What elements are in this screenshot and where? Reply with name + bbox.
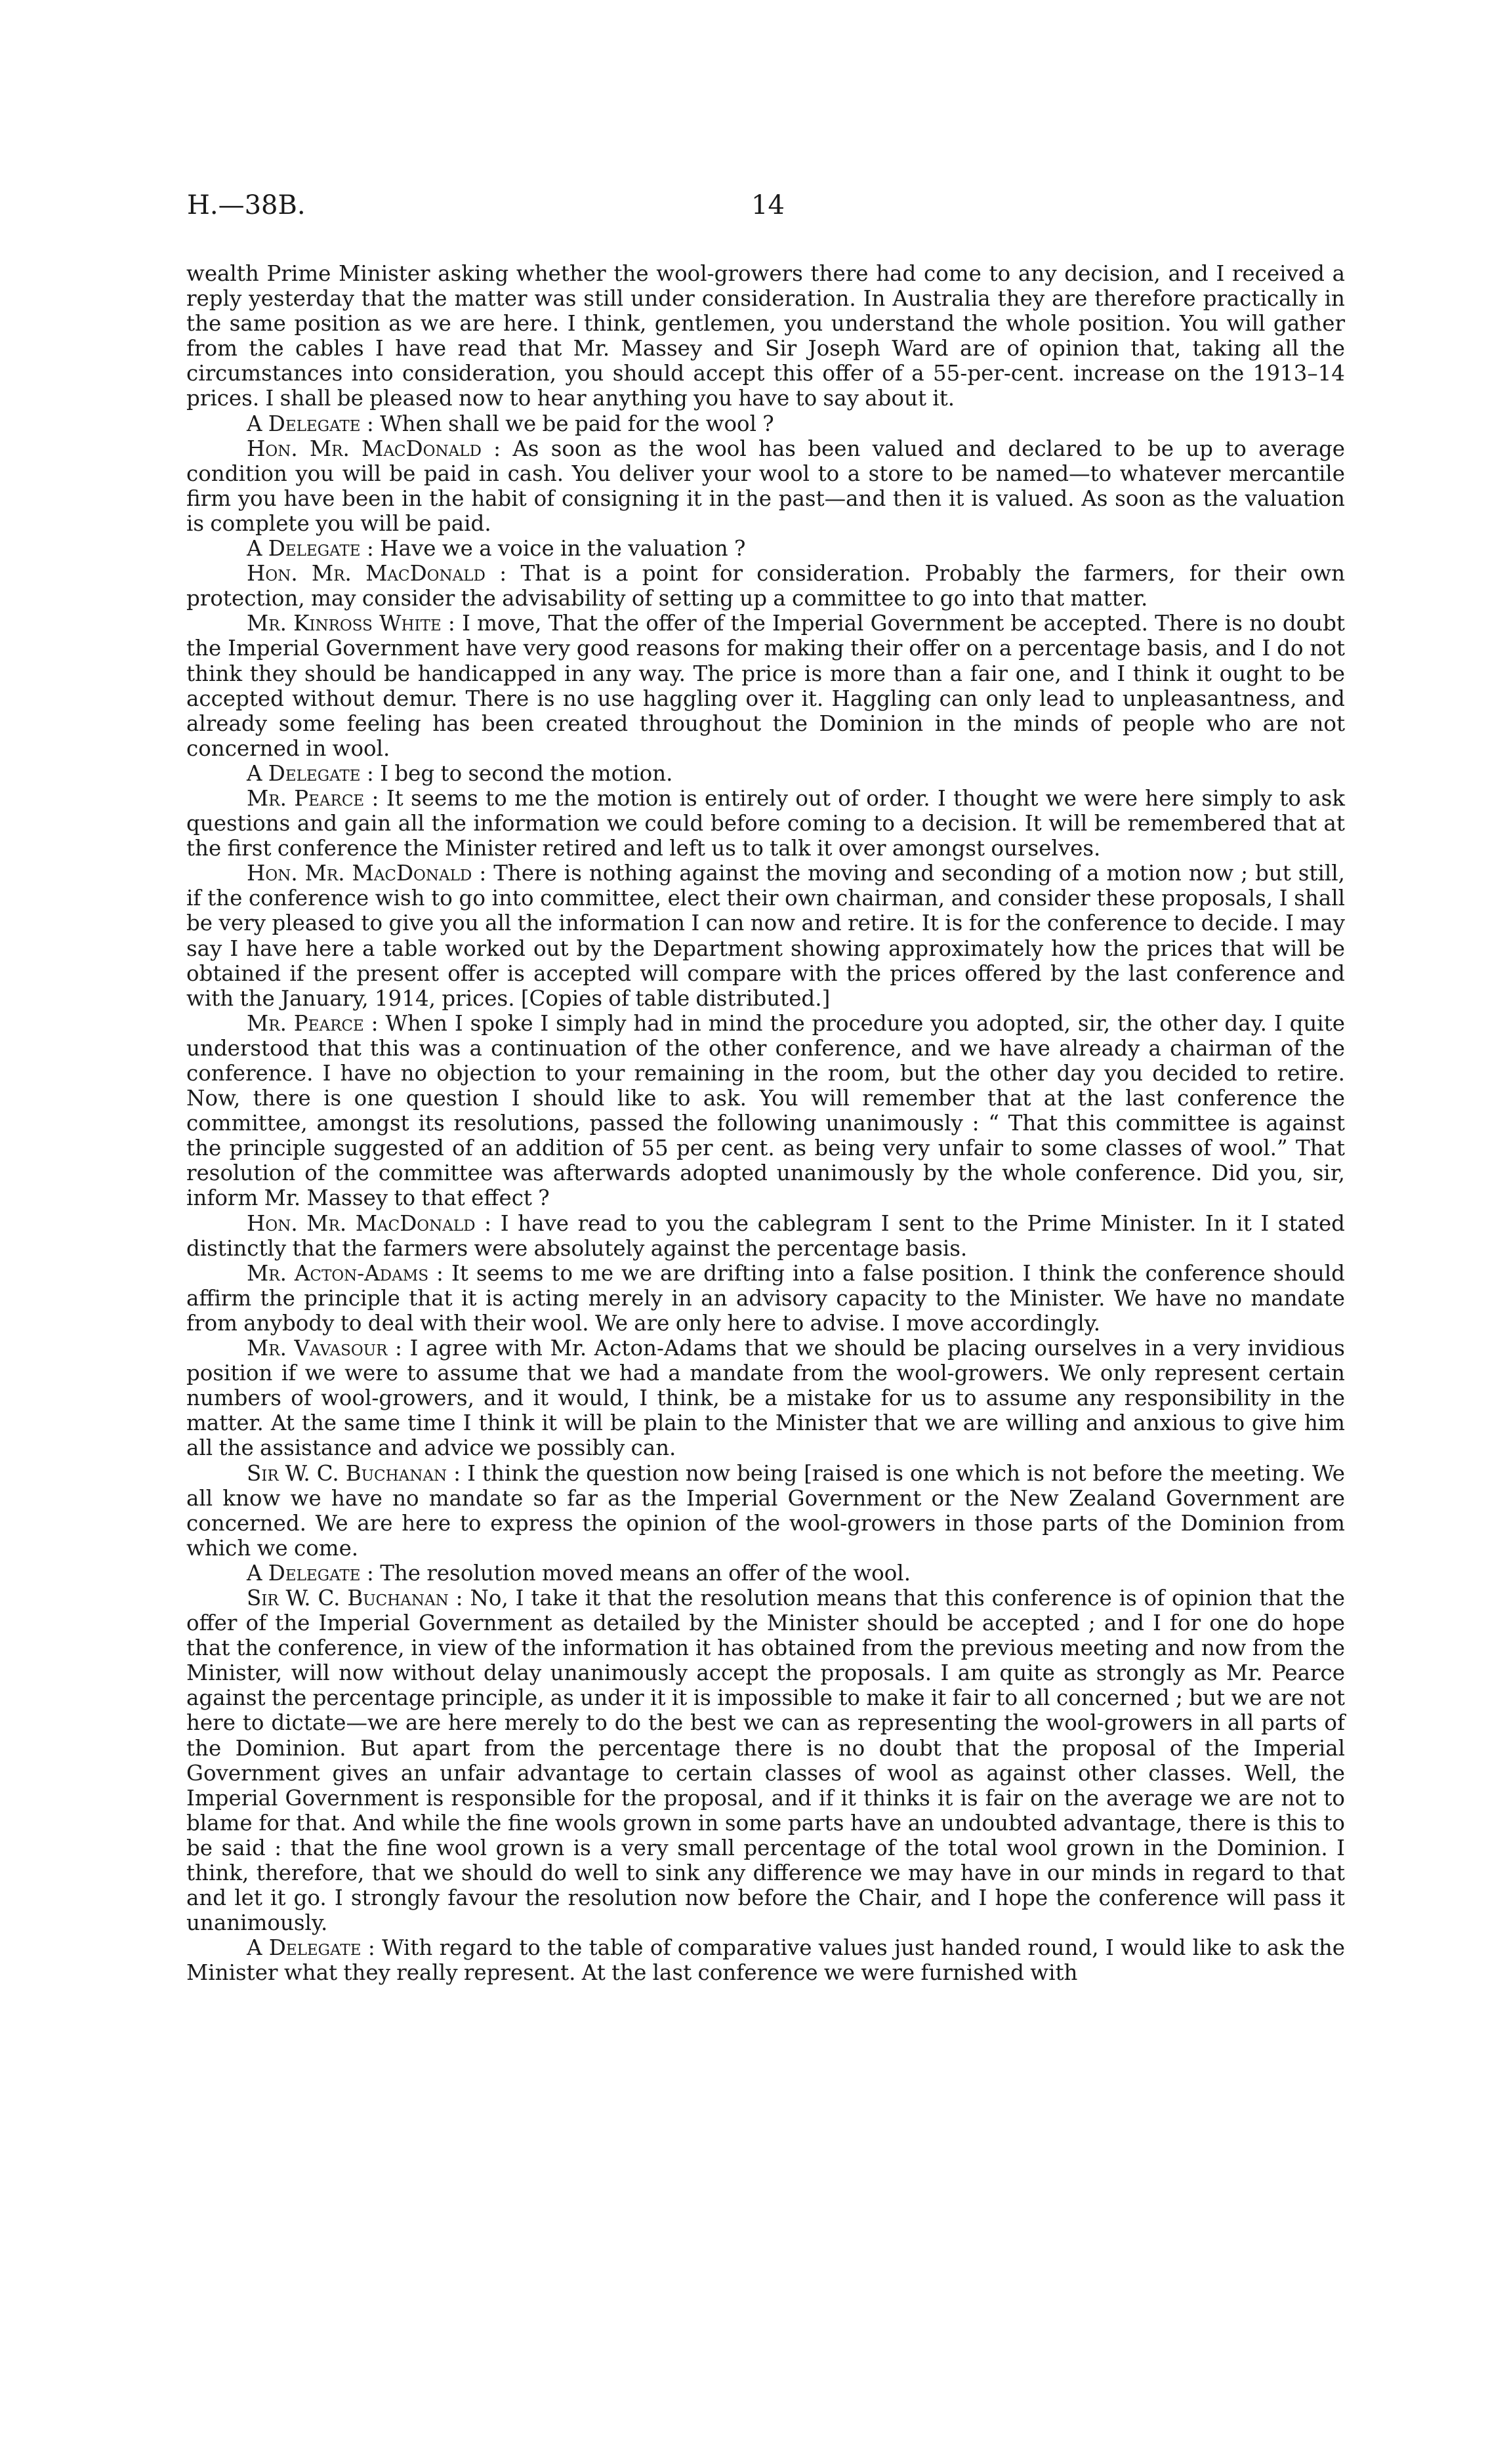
document-reference: H.—38B. — [187, 190, 306, 220]
paragraph-7: Mr. Pearce : It seems to me the motion is entirely out of order. I thought we were here simply to ask questions and gain all the information we could before coming to a decision. It will be remembered that at the first conference the Minister retired and left us to talk it over amongst ourselves. — [186, 785, 1345, 861]
speaker-name: Mr. Pearce — [247, 785, 365, 811]
speaker-name: Hon. Mr. MacDonald — [247, 861, 472, 886]
speaker-name: A Delegate — [247, 411, 361, 436]
paragraph-12: Mr. Vavasour : I agree with Mr. Acton-Adams that we should be placing ourselves in a very invidious position if we were to assume that we had a mandate from the wool-growers. We only represent certain numbers of wool-growers, and it would, I think, be a mistake for us to assume any responsibility in the matter. At the same time I think it will be plain to the Minister that we are willing and anxious to give him all the assistance and advice we possibly can. — [186, 1336, 1345, 1461]
speaker-name: Mr. Pearce — [247, 1010, 364, 1036]
paragraph-16: A Delegate : With regard to the table of comparative values just handed round, I would like to ask the Minister what they really represent. At the last conference we were furnished with — [186, 1935, 1345, 1986]
speaker-name: Sir W. C. Buchanan — [247, 1460, 447, 1486]
speaker-name: A Delegate — [247, 536, 361, 562]
paragraph-13: Sir W. C. Buchanan : I think the question now being [raised is one which is not before the meeting. We all know we have no mandate so far as the Imperial Government or the New Zealand Government are concerned. We are here to express the opinion of the wool-growers in those parts of the Dominion from which we come. — [186, 1460, 1345, 1561]
paragraph-14: A Delegate : The resolution moved means an offer of the wool. — [247, 1560, 911, 1586]
page-number: 14 — [751, 190, 785, 220]
paragraph-4: Hon. Mr. MacDonald : That is a point for consideration. Probably the farmers, for their own protection, may consider the advisability of setting up a committee to go into that matter. — [186, 561, 1345, 611]
speaker-name: Hon. Mr. MacDonald — [247, 436, 482, 461]
transcript-body — [186, 261, 1345, 1985]
paragraph-8: Hon. Mr. MacDonald : There is nothing against the moving and seconding of a motion now ; but still, if the conference wish to go into committee, elect their own chairman, and consider these proposals, I shall be very pleased to give you all the information I can now and retire. It is for the conference to decide. I may say I have here a table worked out by the Department showing approximately how the prices that will be obtained if the present offer is accepted will compare with the prices offered by the last conference and with the January, 1914, prices. [Copies of table distributed.] — [186, 861, 1345, 1011]
paragraph-0: wealth Prime Minister asking whether the wool-growers there had come to any decision, and I received a reply yesterday that the matter was still under consideration. In Australia they are therefore practically in the same position as we are here. I think, gentlemen, you understand the whole position. You will gather from the cables I have read that Mr. Massey and Sir Joseph Ward are of opinion that, taking all the circumstances into consideration, you should accept this offer of a 55-per-cent. increase on the 1913–14 prices. I shall be pleased now to hear anything you have to say about it. — [186, 261, 1345, 411]
speaker-name: Hon. Mr. MacDonald — [247, 1210, 476, 1236]
paragraph-5: Mr. Kinross White : I move, That the offer of the Imperial Government be accepted. There is no doubt the Imperial Government have very good reasons for making their offer on a percentage basis, and I do not think they should be handicapped in any way. The price is more than a fair one, and I think it ought to be accepted without demur. There is no use haggling over it. Haggling can only lead to unpleasantness, and already some feeling has been created throughout the Dominion in the minds of people who are not concerned in wool. — [186, 611, 1345, 761]
speaker-name: Mr. Acton-Adams — [247, 1260, 429, 1286]
speaker-name: A Delegate — [247, 1935, 362, 1961]
speaker-name: A Delegate — [247, 760, 361, 786]
speaker-name: Mr. Kinross White — [247, 611, 442, 636]
paragraph-1: A Delegate : When shall we be paid for the wool ? — [247, 411, 774, 436]
paragraph-15: Sir W. C. Buchanan : No, I take it that the resolution means that this conference is of opinion that the offer of the Imperial Government as detailed by the Minister should be accepted ; and I for one do hope that the conference, in view of the information it has obtained from the previous meeting and now from the Minister, will now without delay unanimously accept the proposals. I am quite as strongly as Mr. Pearce against the percentage principle, as under it it is impossible to make it fair to all concerned ; but we are not here to dictate—we are here merely to do the best we can as representing the wool-growers in all parts of the Dominion. But apart from the percentage there is no doubt that the proposal of the Imperial Government gives an unfair advantage to certain classes of wool as against other classes. Well, the Imperial Government is responsible for the proposal, and if it thinks it is fair on the average we are not to blame for that. And while the fine wools grown in some parts have an undoubted advantage, there is this to be said : that the fine wool grown is a very small percentage of the total wool grown in the Dominion. I think, therefore, that we should do well to sink any difference we may have in our minds in regard to that and let it go. I strongly favour the resolution now before the Chair, and I hope the conference will pass it unanimously. — [186, 1585, 1345, 1936]
paragraph-3: A Delegate : Have we a voice in the valuation ? — [247, 536, 746, 562]
speaker-name: A Delegate — [247, 1560, 361, 1586]
speaker-name: Sir W. C. Buchanan — [247, 1585, 449, 1611]
paragraph-11: Mr. Acton-Adams : It seems to me we are drifting into a false position. I think the conference should affirm the principle that it is acting merely in an advisory capacity to the Minister. We have no mandate from anybody to deal with their wool. We are only here to advise. I move accordingly. — [186, 1260, 1345, 1336]
paragraph-2: Hon. Mr. MacDonald : As soon as the wool has been valued and declared to be up to average condition you will be paid in cash. You deliver your wool to a store to be named—to whatever mercantile firm you have been in the habit of consigning it in the past—and then it is valued. As soon as the valuation is complete you will be paid. — [186, 436, 1345, 536]
paragraph-10: Hon. Mr. MacDonald : I have read to you the cablegram I sent to the Prime Minister. In it I stated distinctly that the farmers were absolutely against the percentage basis. — [186, 1210, 1345, 1261]
page-header — [187, 190, 1342, 236]
speaker-name: Hon. Mr. MacDonald — [247, 561, 486, 586]
paragraph-6: A Delegate : I beg to second the motion. — [247, 760, 673, 786]
paragraph-9: Mr. Pearce : When I spoke I simply had in mind the procedure you adopted, sir, the other day. I quite understood that this was a continuation of the other conference, and we have already a chairman of the conference. I have no objection to your remaining in the room, but the other day you decided to retire. Now, there is one question I should like to ask. You will remember that at the last conference the committee, amongst its resolutions, passed the following unanimously : “ That this committee is against the principle suggested of an addition of 55 per cent. as being very unfair to some classes of wool.” That resolution of the committee was afterwards adopted unanimously by the whole conference. Did you, sir, inform Mr. Massey to that effect ? — [186, 1010, 1345, 1211]
speaker-name: Mr. Vavasour — [247, 1336, 388, 1361]
